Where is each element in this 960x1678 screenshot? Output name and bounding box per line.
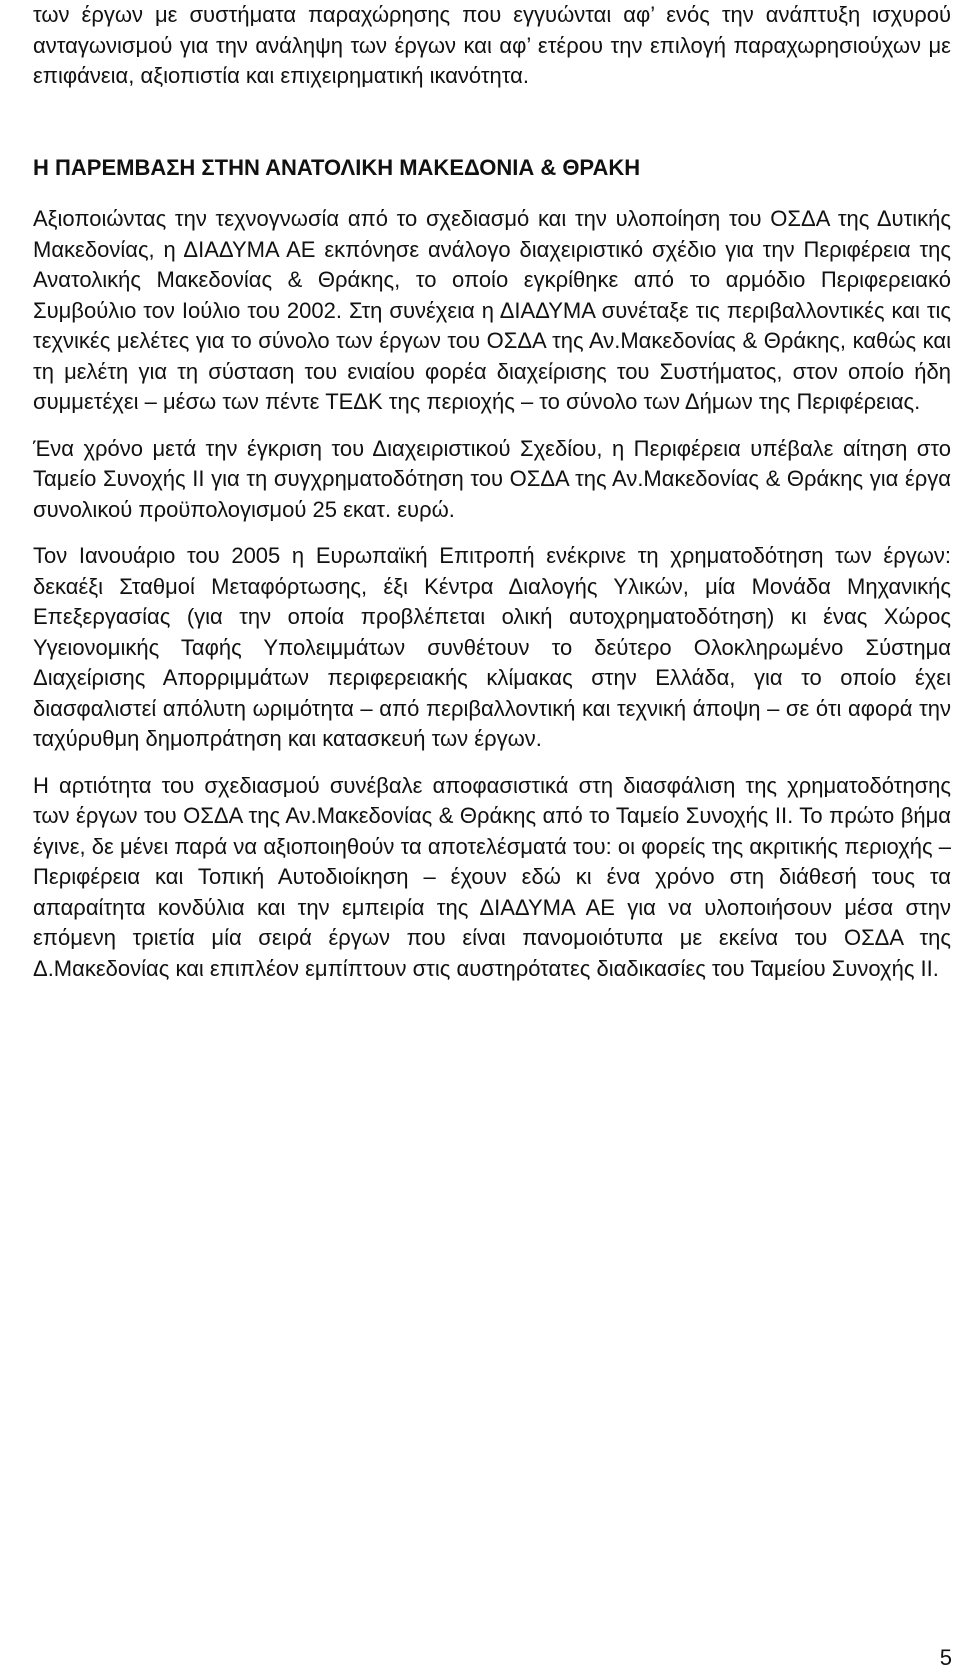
body-paragraph: Η αρτιότητα του σχεδιασμού συνέβαλε αποφασιστικά στη διασφάλιση της χρηματοδότησης των έργων του ΟΣΔΑ της Αν.Μακεδονίας & Θράκης από το Ταμείο Συνοχής ΙΙ. Το πρώτο βήμα έγινε, δε μένει παρά να αξιοποιηθούν τα αποτελέσματά του: οι φορείς της ακριτικής περιοχής – Περιφέρεια και Τοπική Αυτοδιοίκηση – έχουν εδώ κι ένα χρόνο στη διάθεσή τους τα απαραίτητα κονδύλια και την εμπειρία της ΔΙΑΔΥΜΑ ΑΕ για να υλοποιήσουν μέσα στην επόμενη τριετία μία σειρά έργων που είναι πανομοιότυπα με εκείνα του ΟΣΔΑ της Δ.Μακεδονίας και επιπλέον εμπίπτουν στις αυστηρότατες διαδικασίες του Ταμείου Συνοχής ΙΙ. xyxy=(33,772,951,981)
page-number: 5 xyxy=(939,1645,952,1670)
intro-paragraph: των έργων με συστήματα παραχώρησης που εγγυώνται αφ’ ενός την ανάπτυξη ισχυρού ανταγωνισμού για την ανάληψη των έργων και αφ’ ετέρου την επιλογή παραχωρησιούχων με επιφάνεια, αξιοπιστία και επιχειρηματική ικανότητα. xyxy=(33,2,951,88)
section-heading: Η ΠΑΡΕΜΒΑΣΗ ΣΤΗΝ ΑΝΑΤΟΛΙΚΗ ΜΑΚΕΔΟΝΙΑ & ΘΡΑΚΗ xyxy=(33,154,641,180)
body-paragraph: Ένα χρόνο μετά την έγκριση του Διαχειριστικού Σχεδίου, η Περιφέρεια υπέβαλε αίτηση στο Ταμείο Συνοχής ΙΙ για τη συγχρηματοδότηση του ΟΣΔΑ της Αν.Μακεδονίας & Θράκης για έργα συνολικού προϋπολογισμού 25 εκατ. ευρώ. xyxy=(33,435,951,522)
body-paragraph: Τον Ιανουάριο του 2005 η Ευρωπαϊκή Επιτροπή ενέκρινε τη χρηματοδότηση των έργων: δεκαέξι Σταθμοί Μεταφόρτωσης, έξι Κέντρα Διαλογής Υλικών, μία Μονάδα Μηχανικής Επεξεργασίας (για την οποία προβλέπεται ολική αυτοχρηματοδότηση) κι ένας Χώρος Υγειονομικής Ταφής Υπολειμμάτων συνθέτουν το δεύτερο Ολοκληρωμένο Σύστημα Διαχείρισης Απορριμμάτων περιφερειακής κλίμακας στην Ελλάδα, για το οποίο έχει διασφαλιστεί απόλυτη ωριμότητα – από περιβαλλοντική και τεχνική άποψη – σε ότι αφορά την ταχύρυθμη δημοπράτηση και κατασκευή των έργων. xyxy=(33,543,951,751)
body-paragraph: Αξιοποιώντας την τεχνογνωσία από το σχεδιασμό και την υλοποίηση του ΟΣΔΑ της Δυτικής Μακεδονίας, η ΔΙΑΔΥΜΑ ΑΕ εκπόνησε ανάλογο διαχειριστικό σχέδιο για την Περιφέρεια της Ανατολικής Μακεδονίας & Θράκης, το οποίο εγκρίθηκε από το αρμόδιο Περιφερειακό Συμβούλιο τον Ιούλιο του 2002. Στη συνέχεια η ΔΙΑΔΥΜΑ συνέταξε τις περιβαλλοντικές και τις τεχνικές μελέτες για το σύνολο των έργων του ΟΣΔΑ της Αν.Μακεδονίας & Θράκης, καθώς και τη μελέτη για τη σύσταση του ενιαίου φορέα διαχείρισης του Συστήματος, στον οποίο ήδη συμμετέχει – μέσω των πέντε ΤΕΔΚ της περιοχής – το σύνολο των Δήμων της Περιφέρειας. xyxy=(33,206,951,414)
document-page xyxy=(33,0,951,984)
